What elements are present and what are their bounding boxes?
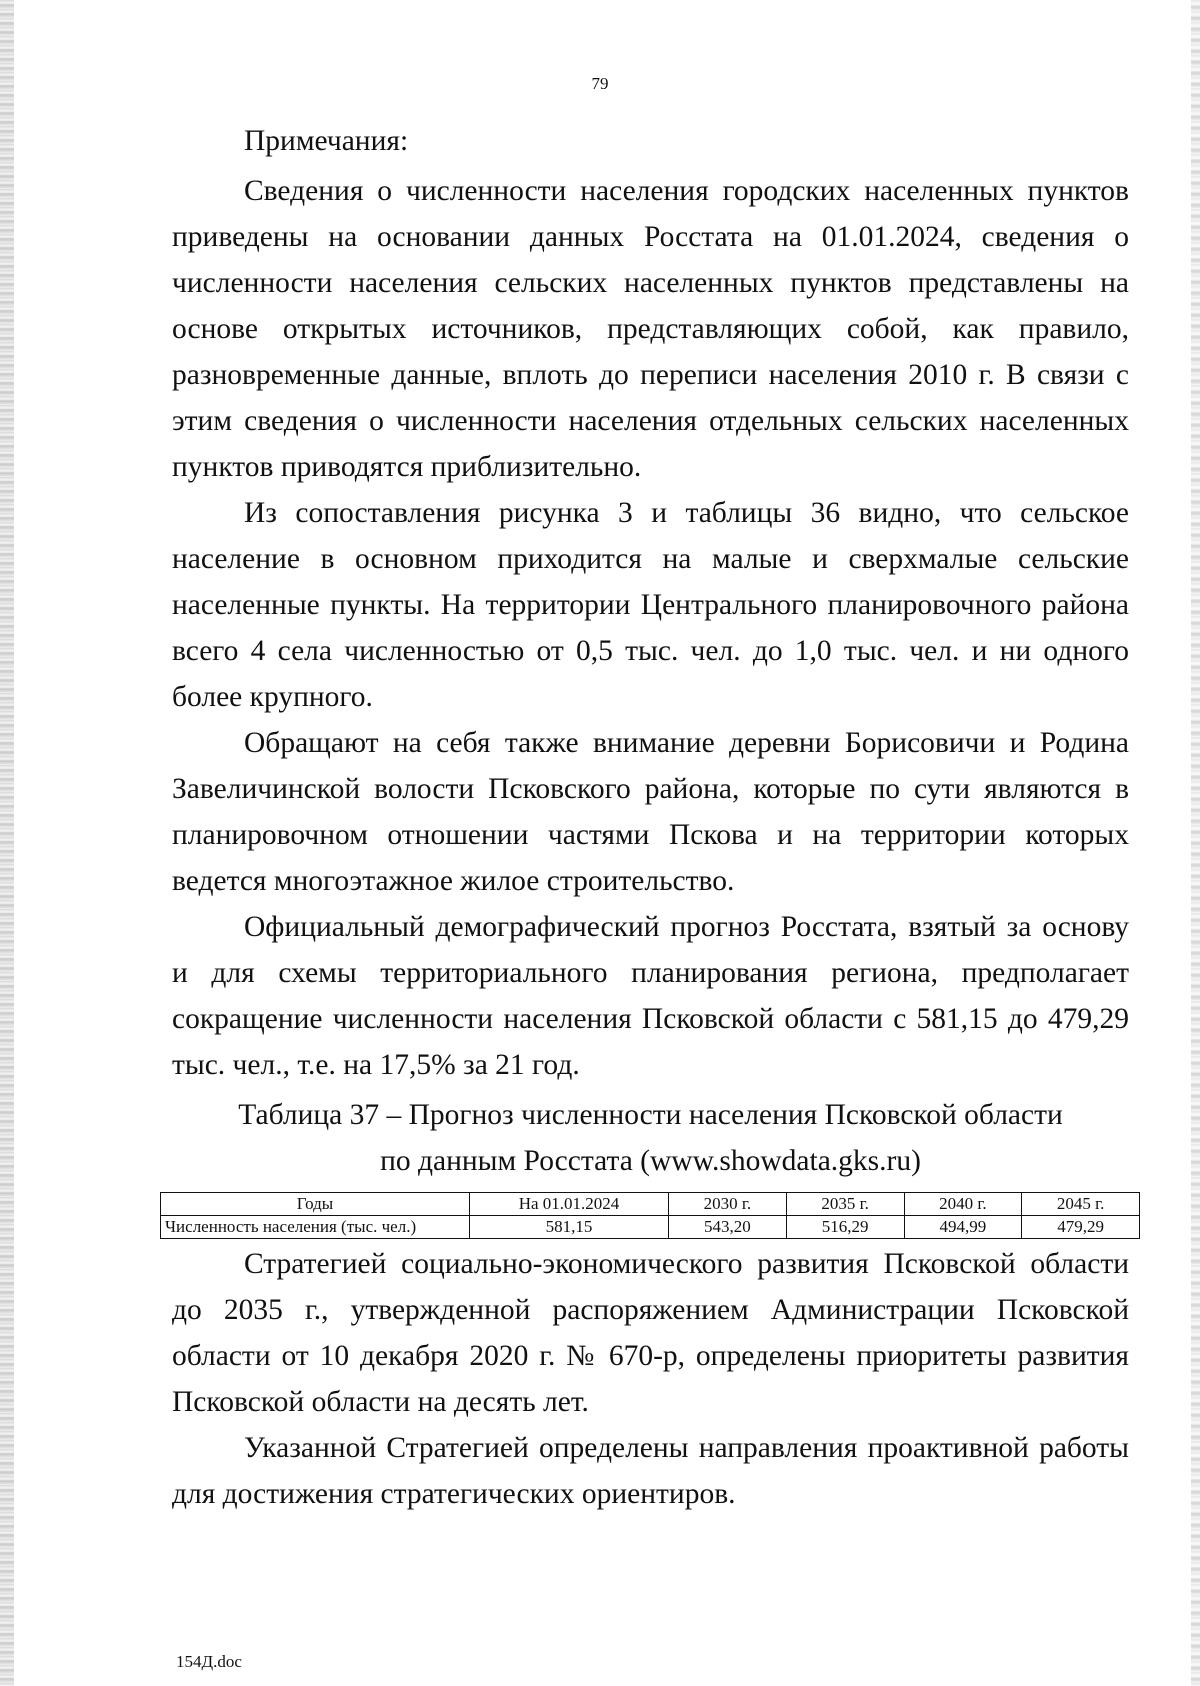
table-cell: 516,29 bbox=[786, 1216, 904, 1239]
table-header-cell: 2040 г. bbox=[904, 1193, 1022, 1216]
scan-edge-left bbox=[0, 0, 14, 1686]
table-caption-line-2: по данным Росстата (www.showdata.gks.ru) bbox=[380, 1145, 921, 1177]
paragraph-villages-note: Обращают на себя также внимание деревни Борисовичи и Родина Завеличинской волости Псковского района, которые по сути являются в планировочном отношении частями Пскова и на территории которых ведется многоэтажное жилое строительство. bbox=[172, 727, 1129, 897]
table-caption-line-1: Таблица 37 – Прогноз численности населения Псковской области bbox=[238, 1099, 1063, 1131]
table-header-cell: На 01.01.2024 bbox=[470, 1193, 669, 1216]
table-cell: 479,29 bbox=[1022, 1216, 1140, 1239]
table-cell: 494,99 bbox=[904, 1216, 1022, 1239]
document-body bbox=[165, 118, 1129, 1517]
table-header-cell: 2030 г. bbox=[669, 1193, 787, 1216]
paragraph-forecast: Официальный демографический прогноз Росстата, взятый за основу и для схемы территориального планирования региона, предполагает сокращение численности населения Псковской области с 581,15 до 479,29 тыс. чел., т.е. на 17,5% за 21 год. bbox=[172, 911, 1129, 1081]
table-cell: 543,20 bbox=[669, 1216, 787, 1239]
table-row bbox=[161, 1216, 1140, 1239]
population-forecast-table bbox=[160, 1192, 1140, 1239]
table-header-cell: 2035 г. bbox=[786, 1193, 904, 1216]
page-number: 79 bbox=[591, 74, 609, 93]
table-header-cell: Годы bbox=[161, 1193, 470, 1216]
paragraph-population-sources: Сведения о численности населения городских населенных пунктов приведены на основании данных Росстата на 01.01.2024, сведения о численности населения сельских населенных пунктов представлены на основе открытых источников, представляющих собой, как правило, разновременные данные, вплоть до переписи населения 2010 г. В связи с этим сведения о численности населения отдельных сельских населенных пунктов приводятся приблизительно. bbox=[172, 175, 1129, 483]
table-header-cell: 2045 г. bbox=[1022, 1193, 1140, 1216]
notes-heading: Примечания: bbox=[244, 125, 409, 157]
paragraph-rural-settlements: Из сопоставления рисунка 3 и таблицы 36 видно, что сельское население в основном приходится на малые и сверхмалые сельские населенные пункты. На территории Центрального планировочного района всего 4 села численностью от 0,5 тыс. чел. до 1,0 тыс. чел. и ни одного более крупного. bbox=[172, 497, 1129, 713]
table-header-row bbox=[161, 1193, 1140, 1216]
footer-filename: 154Д.doc bbox=[176, 1652, 242, 1671]
scan-edge-right bbox=[1191, 0, 1200, 1686]
paragraph-strategy-directions: Указанной Стратегией определены направления проактивной работы для достижения стратегических ориентиров. bbox=[172, 1432, 1129, 1510]
table-cell: 581,15 bbox=[470, 1216, 669, 1239]
paragraph-strategy: Стратегией социально-экономического развития Псковской области до 2035 г., утвержденной распоряжением Администрации Псковской области от 10 декабря 2020 г. № 670-р, определены приоритеты развития Псковской области на десять лет. bbox=[172, 1248, 1129, 1418]
table-cell-label: Численность населения (тыс. чел.) bbox=[161, 1216, 470, 1239]
